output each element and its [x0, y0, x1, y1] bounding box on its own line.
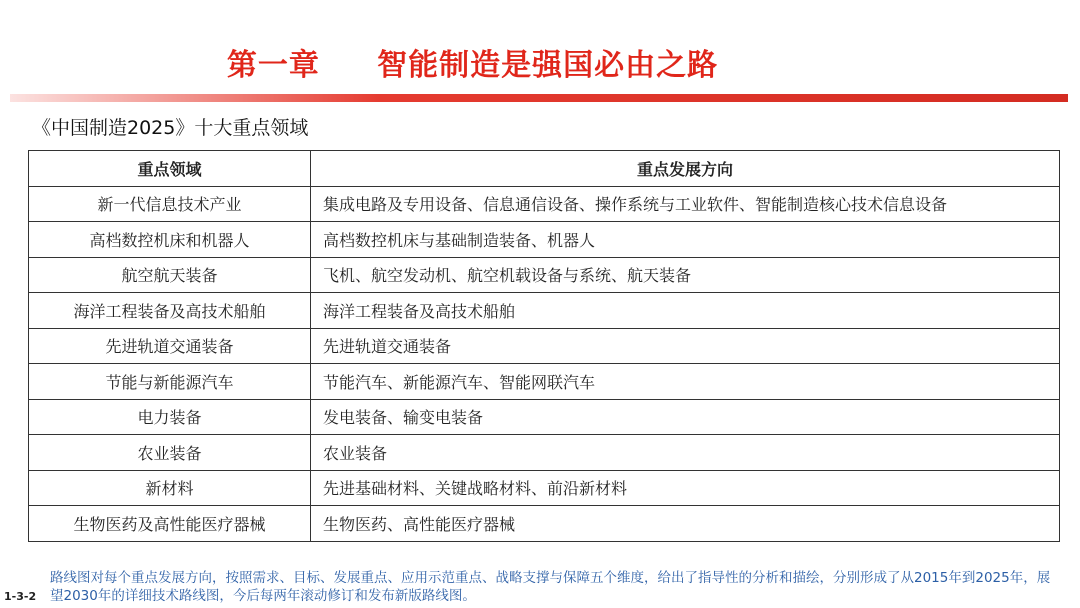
header-direction: 重点发展方向	[311, 151, 1060, 187]
chapter-title: 第一章 智能制造是强国必由之路	[226, 48, 719, 83]
roadmap-note: 路线图对每个重点发展方向，按照需求、目标、发展重点、应用示范重点、战略支撑与保障五个维度，给出了指导性的分析和描绘，分别形成了从2015年到2025年，展望2030年的详细技术路线图，今后每两年滚动修订和发布新版路线图。	[50, 570, 1051, 604]
table-row	[29, 470, 1060, 506]
field-cell: 高档数控机床和机器人	[29, 222, 311, 258]
table-row	[29, 328, 1060, 364]
table-row	[29, 186, 1060, 222]
direction-cell: 发电装备、输变电装备	[311, 399, 1060, 435]
field-cell: 农业装备	[29, 435, 311, 471]
direction-cell: 集成电路及专用设备、信息通信设备、操作系统与工业软件、智能制造核心技术信息设备	[311, 186, 1060, 222]
direction-cell: 节能汽车、新能源汽车、智能网联汽车	[311, 364, 1060, 400]
table-row	[29, 257, 1060, 293]
table-row	[29, 506, 1060, 542]
direction-cell: 先进轨道交通装备	[311, 328, 1060, 364]
field-cell: 海洋工程装备及高技术船舶	[29, 293, 311, 329]
header-field: 重点领域	[29, 151, 311, 187]
table-caption: 《中国制造2025》十大重点领域	[32, 117, 309, 139]
field-cell: 先进轨道交通装备	[29, 328, 311, 364]
page-number: 1-3-2	[4, 590, 37, 603]
direction-cell: 海洋工程装备及高技术船舶	[311, 293, 1060, 329]
key-fields-table	[28, 150, 1060, 542]
direction-cell: 高档数控机床与基础制造装备、机器人	[311, 222, 1060, 258]
direction-cell: 生物医药、高性能医疗器械	[311, 506, 1060, 542]
title-divider	[10, 94, 1068, 102]
table-row	[29, 222, 1060, 258]
direction-cell: 农业装备	[311, 435, 1060, 471]
direction-cell: 飞机、航空发动机、航空机载设备与系统、航天装备	[311, 257, 1060, 293]
table-row	[29, 364, 1060, 400]
field-cell: 生物医药及高性能医疗器械	[29, 506, 311, 542]
field-cell: 新一代信息技术产业	[29, 186, 311, 222]
field-cell: 电力装备	[29, 399, 311, 435]
table-row	[29, 435, 1060, 471]
field-cell: 节能与新能源汽车	[29, 364, 311, 400]
direction-cell: 先进基础材料、关键战略材料、前沿新材料	[311, 470, 1060, 506]
table-header-row	[29, 151, 1060, 187]
field-cell: 航空航天装备	[29, 257, 311, 293]
table-row	[29, 399, 1060, 435]
table-row	[29, 293, 1060, 329]
field-cell: 新材料	[29, 470, 311, 506]
